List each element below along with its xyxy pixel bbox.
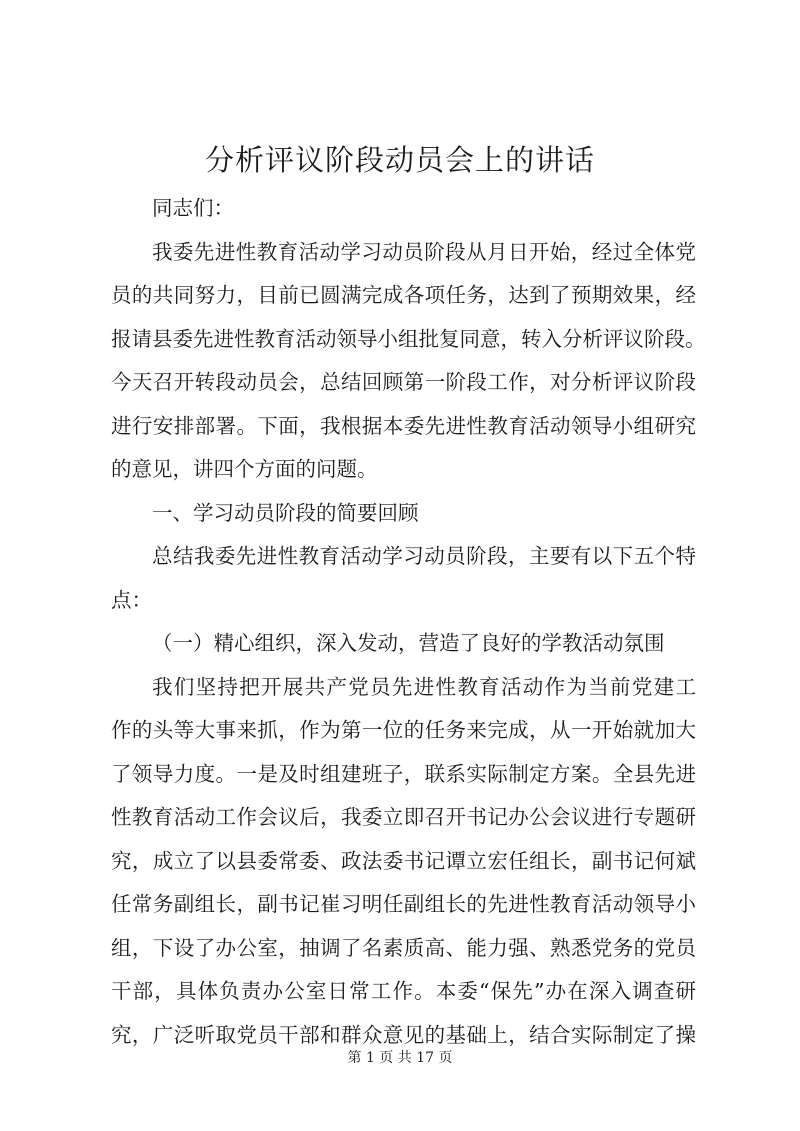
document-title: 分析评议阶段动员会上的讲话 [204,143,595,177]
paragraph-line: 作的头等大事来抓，作为第一位的任务来完成，从一开始就加大 [111,718,696,742]
paragraph-line: 我委先进性教育活动学习动员阶段从月日开始，经过全体党 [152,239,696,264]
paragraph-line: 的意见，讲四个方面的问题。 [111,457,378,481]
section-heading: 一、学习动员阶段的简要回顾 [152,500,419,525]
paragraph-line: 点： [111,587,152,612]
paragraph-line: 总结我委先进性教育活动学习动员阶段，主要有以下五个特 [152,544,696,568]
paragraph-line: 究，成立了以县委常委、政法委书记谭立宏任组长，副书记何斌 [111,848,696,873]
paragraph-line: 干部，具体负责办公室日常工作。本委“保先”办在深入调查研 [111,979,696,1003]
paragraph-line: 员的共同努力，目前已圆满完成各项任务，达到了预期效果，经 [111,283,696,307]
paragraph-line: 我们坚持把开展共产党员先进性教育活动作为当前党建工 [152,674,696,699]
paragraph-line: 究，广泛听取党员干部和群众意见的基础上，结合实际制定了操 [111,1022,696,1047]
subsection-heading: （一）精心组织，深入发动，营造了良好的学教活动氛围 [152,631,665,655]
paragraph-line: 报请县委先进性教育活动领导小组批复同意，转入分析评议阶段。 [111,326,706,351]
paragraph-line: 任常务副组长，副书记崔习明任副组长的先进性教育活动领导小 [111,892,696,916]
paragraph-line: 进行安排部署。下面，我根据本委先进性教育活动领导小组研究 [111,413,696,438]
document-body [111,187,706,1057]
paragraph-line: 今天召开转段动员会，总结回顾第一阶段工作，对分析评议阶段 [111,370,696,394]
salutation-line: 同志们： [152,196,234,220]
paragraph-line: 了领导力度。一是及时组建班子，联系实际制定方案。全县先进 [111,761,696,786]
paragraph-line: 组，下设了办公室，抽调了名素质高、能力强、熟悉党务的党员 [111,935,696,960]
paragraph-line: 性教育活动工作会议后，我委立即召开书记办公会议进行专题研 [111,805,696,829]
page-footer: 第 1 页 共 17 页 [347,1050,453,1066]
